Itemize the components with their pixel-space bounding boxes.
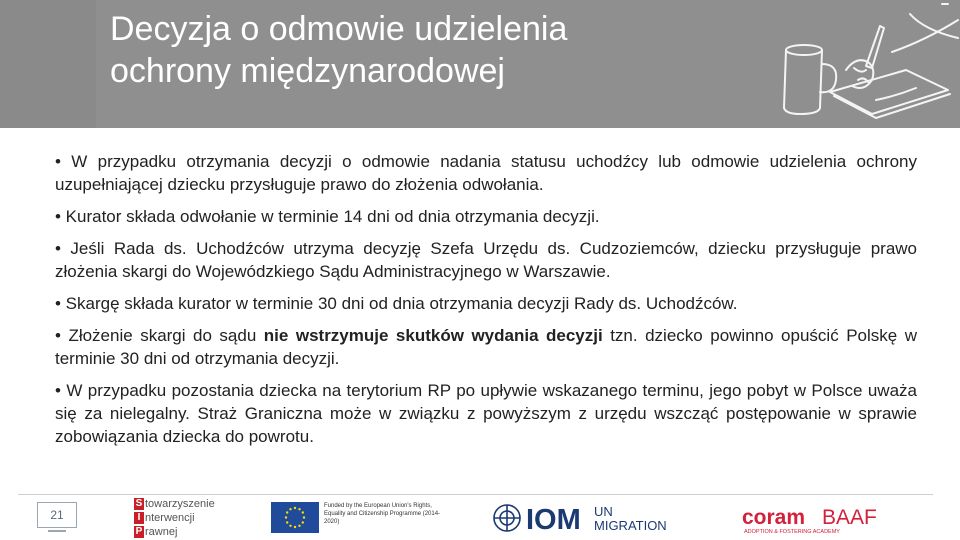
bullet-complaint-deadline: • Skargę składa kurator w terminie 30 dni od dnia otrzymania decyzji Rady ds. Uchodźców. [55,294,738,313]
bullet-illegal-stay: • W przypadku pozostania dziecka na terytorium RP po upływie wskazanego terminu, jego pobyt w Polsce uważa się za nielegalny. Straż Graniczna może w związku z powyższym z urzędu wszcząć postępowanie w sprawie zobowiązania dziecka do powrotu. [55,381,917,446]
iom-migration-text: MIGRATION [594,518,667,533]
bullet-no-suspension [55,324,917,370]
eu-flag-icon [271,502,319,533]
page-number: 21 [37,502,77,528]
eu-funding-text: Funded by the European Union's Rights, Equality and Citizenship Programme (2014-2020) [324,503,441,525]
siip-letter-p: P [135,526,143,537]
bullet-appeal-right: • W przypadku otrzymania decyzji o odmowie nadania statusu uchodźcy lub odmowie udzielenia ochrony uzupełniającej dziecku przysługuje prawo do złożenia odwołania. [55,152,917,194]
bullet-no-suspension-bold: nie wstrzymuje skutków wydania decyzji [263,326,603,345]
header-banner [0,0,960,128]
footer-divider [18,494,933,495]
bullet-no-suspension-pre: • Złożenie skargi do sądu [55,326,264,345]
bullet-appeal-deadline: • Kurator składa odwołanie w terminie 14 dni od dnia otrzymania decyzji. [55,207,600,226]
title-line-1: Decyzja o odmowie udzielenia [110,10,568,48]
bullet-complaint-right: • Jeśli Rada ds. Uchodźców utrzyma decyzję Szefa Urzędu ds. Cudzoziemców, dziecku przysługuje prawo złożenia skargi do Wojewódzkiego Sądu Administracyjnego w Warszawie. [55,239,917,281]
coram-wordmark: coram [742,506,806,529]
cup-notebook-illustration [696,0,960,128]
siip-logo [134,497,224,539]
coram-subtitle: ADOPTION & FOSTERING ACADEMY [744,529,840,535]
content-body [55,150,917,457]
coram-baaf-logo [740,502,890,536]
iom-wordmark: IOM [526,504,581,536]
siip-word-1: towarzyszenie [145,497,215,510]
page-title [110,8,710,92]
iom-un-text: UN [594,504,613,519]
siip-letter-i: I [134,512,144,524]
baaf-wordmark: BAAF [822,506,877,529]
siip-word-2: nterwencji [145,511,195,524]
siip-word-3: rawnej [145,525,178,538]
siip-letter-s: S [135,498,143,509]
page-number-underline [48,530,66,532]
iom-logo [490,500,710,536]
un-emblem-icon [494,505,520,531]
title-line-2: ochrony międzynarodowej [110,52,505,90]
bullet-no-suspension-post: tzn. dziecko powinno opuścić Polskę w terminie 30 dni od otrzymania decyzji. [55,326,917,368]
